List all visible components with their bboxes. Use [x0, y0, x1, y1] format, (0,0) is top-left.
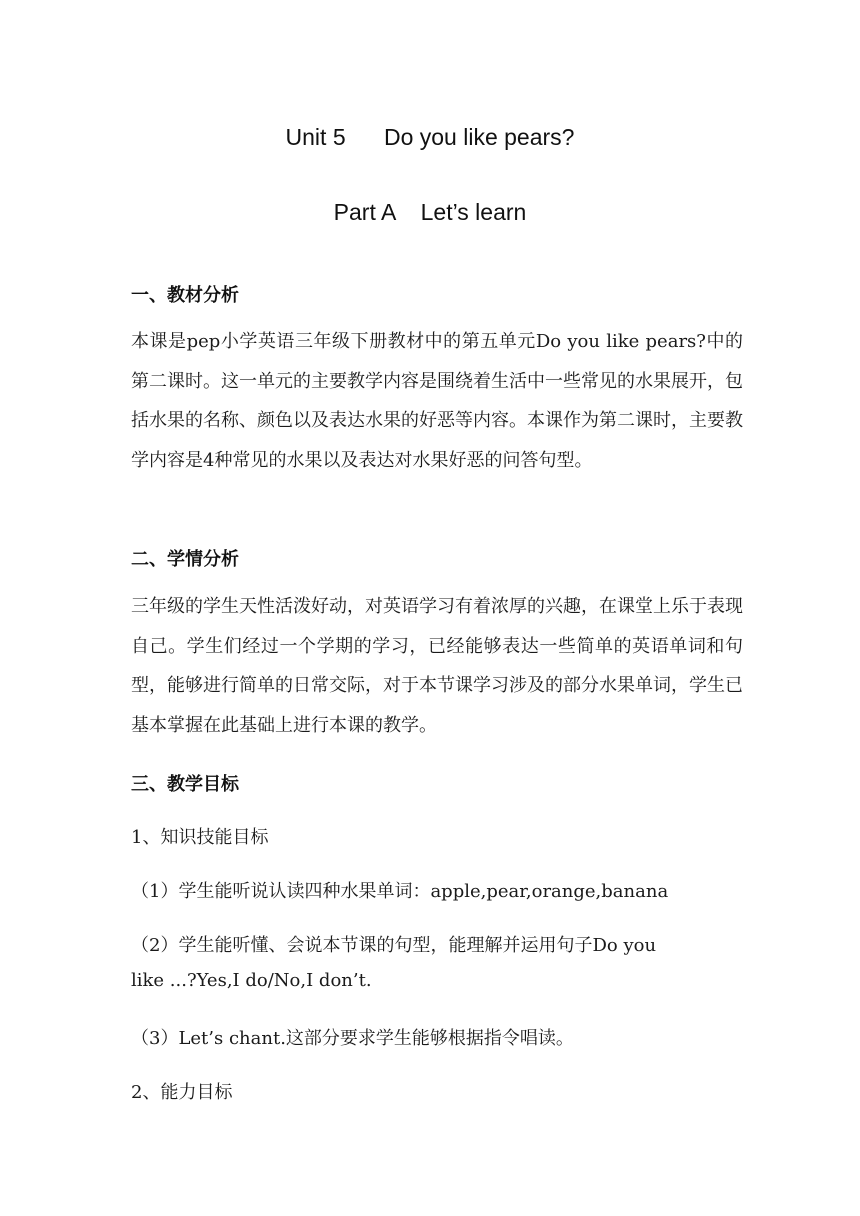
goal-item-1: （1）学生能听说认读四种水果单词：apple,pear,orange,banana — [131, 881, 669, 902]
goal-item-3: （3）Let’s chant.这部分要求学生能够根据指令唱读。 — [131, 1028, 574, 1049]
goal-item-2-line-2: like ...?Yes,I do/No,I don’t. — [131, 970, 372, 991]
section-heading-textbook-analysis: 一、教材分析 — [131, 285, 239, 306]
section-body-textbook-analysis: 本课是pep小学英语三年级下册教材中的第五单元Do you like pears?中的第二课时。这一单元的主要教学内容是围绕着生活中一些常见的水果展开，包括水果的名称、颜色以及表达水果的好恶等内容。本课作为第二课时，主要教学内容是4种常见的水果以及表达对水果好恶的问答句型。 — [131, 331, 743, 471]
document-title: Unit 5 Do you like pears? — [285, 124, 575, 150]
document-subtitle: Part A Let’s learn — [333, 199, 527, 225]
goal-ability-title: 2、能力目标 — [131, 1082, 233, 1103]
goal-item-2-line-1: （2）学生能听懂、会说本节课的句型，能理解并运用句子Do you — [131, 935, 657, 956]
goal-knowledge-title: 1、知识技能目标 — [131, 827, 269, 848]
section-body-student-analysis: 三年级的学生天性活泼好动，对英语学习有着浓厚的兴趣，在课堂上乐于表现自己。学生们经过一个学期的学习，已经能够表达一些简单的英语单词和句型，能够进行简单的日常交际，对于本节课学习涉及的部分水果单词，学生已基本掌握在此基础上进行本课的教学。 — [131, 596, 743, 736]
section-heading-student-analysis: 二、学情分析 — [131, 549, 239, 570]
section-heading-teaching-goals: 三、教学目标 — [131, 774, 239, 795]
